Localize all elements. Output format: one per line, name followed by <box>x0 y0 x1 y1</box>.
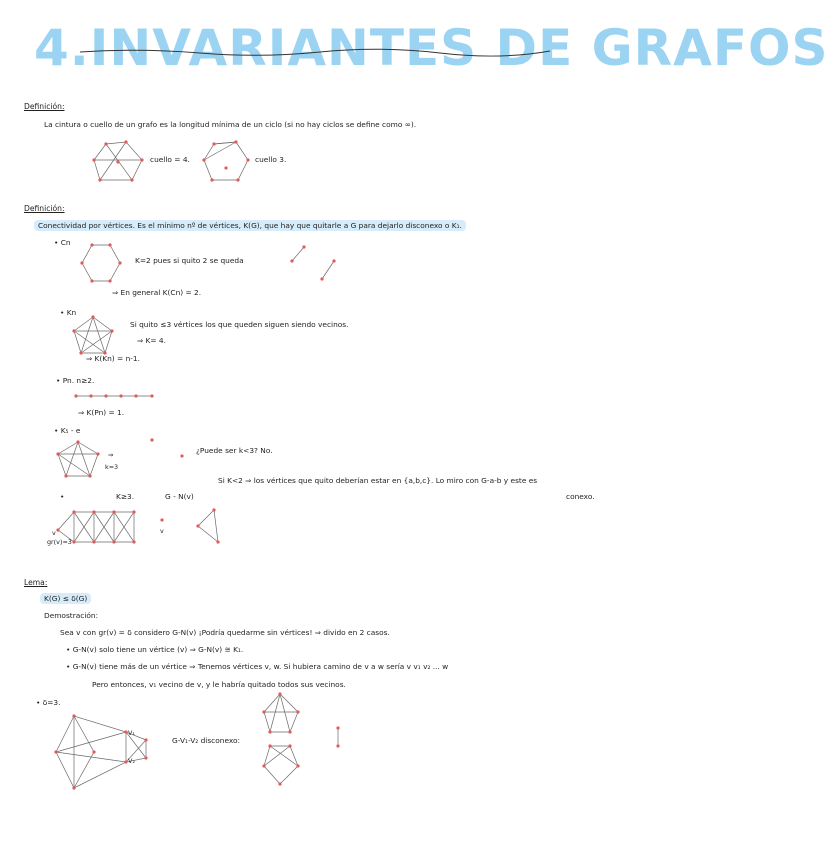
definition-heading-1: Definición: <box>24 102 65 111</box>
graph-cn-hexagon <box>80 242 122 284</box>
graph-girth-4 <box>88 138 148 186</box>
k5e-question: ¿Puede ser k<3? No. <box>196 446 273 455</box>
k-ge-3: K≥3. <box>116 492 135 501</box>
page-title: 4.INVARIANTES DE GRAFOS <box>34 19 829 77</box>
pn-general: ⇒ K(Pn) = 1. <box>78 408 125 417</box>
disconnected-label: G-V₁-V₂ disconexo: <box>172 736 241 745</box>
ladder-degree-label: gr(v)=3 <box>47 538 72 546</box>
k5e-explain-1: Si K<2 ⇒ los vértices que quito deberían estar en {a,b,c}. Lo miro con G-a-b y este es <box>218 476 538 485</box>
proof-line-4: Pero entonces, v₁ vecino de v, y le habría quitado todos sus vecinos. <box>92 680 346 689</box>
graph-disconnected-components <box>262 692 302 786</box>
label-girth-4: cuello = 4. <box>150 155 190 164</box>
kn-text: Si quito ≤3 vértices los que queden siguen siendo vecinos. <box>130 320 349 329</box>
k5e-label: • K₅ - e <box>54 426 81 435</box>
proof-line-3: • G-N(v) tiene más de un vértice ⇒ Tenemos vértices v, w. Si hubiera camino de v a w sería v v₁ v₂ ... w <box>66 662 449 671</box>
connectivity-definition-text: Conectividad por vértices. Es el mínimo nº de vértices, K(G), que hay que quitarle a G para dejarlo disconexo o K₁. <box>34 220 466 231</box>
pn-label: • Pn. n≥2. <box>56 376 95 385</box>
g-minus-nv: G - N(v) <box>165 492 194 501</box>
kn-general: ⇒ K(Kn) = n-1. <box>86 354 140 363</box>
graph-k5-minus-edge <box>56 440 100 478</box>
isolated-vertex <box>158 516 166 524</box>
connectivity-definition <box>34 221 466 231</box>
kn-label: • Kn <box>60 308 77 317</box>
cn-split-segments <box>290 243 340 283</box>
cn-general: ⇒ En general K(Cn) = 2. <box>112 288 202 297</box>
k5e-leftover-vertices <box>148 436 188 460</box>
proof-line-2: • G-N(v) solo tiene un vértice (v) ⇒ G-N(v) ≅ K₁. <box>66 645 244 654</box>
k5e-explain-2: conexo. <box>566 492 595 501</box>
graph-k5 <box>72 315 114 355</box>
graph-path-pn <box>74 392 154 400</box>
isolated-vertex-label: v <box>160 527 164 535</box>
proof-heading: Demostración: <box>44 611 99 620</box>
label-girth-3: cuello 3. <box>255 155 287 164</box>
k5e-arrow: ⇒ <box>108 451 114 459</box>
delta-label: • δ=3. <box>36 698 61 707</box>
graph-delta-3 <box>54 712 158 792</box>
v2-label: V₂ <box>128 757 135 765</box>
k5e-k3: k=3 <box>105 463 119 471</box>
cn-text: K=2 pues si quito 2 se queda <box>135 256 244 265</box>
lemma-heading: Lema: <box>24 578 48 587</box>
ladder-v-label: v <box>52 529 56 537</box>
bullet-dot: • <box>60 492 65 501</box>
v1-label: V₁ <box>128 729 135 737</box>
disconnected-edge <box>334 726 342 748</box>
proof-line-1: Sea v con gr(v) = δ considero G-N(v) ¡Podría quedarme sin vértices! ⇒ divido en 2 casos. <box>60 628 390 637</box>
girth-definition: La cintura o cuello de un grafo es la longitud mínima de un ciclo (si no hay ciclos se define como ∞). <box>44 120 417 129</box>
definition-heading-2: Definición: <box>24 204 65 213</box>
kn-arrow: ⇒ K= 4. <box>137 336 166 345</box>
lemma-statement-wrap <box>40 594 91 604</box>
cn-label: • Cn <box>54 238 71 247</box>
graph-triangle <box>196 508 222 544</box>
graph-girth-3 <box>200 138 252 186</box>
title-scribble-decoration <box>80 46 550 58</box>
lemma-statement: K(G) ≤ δ(G) <box>40 593 91 604</box>
